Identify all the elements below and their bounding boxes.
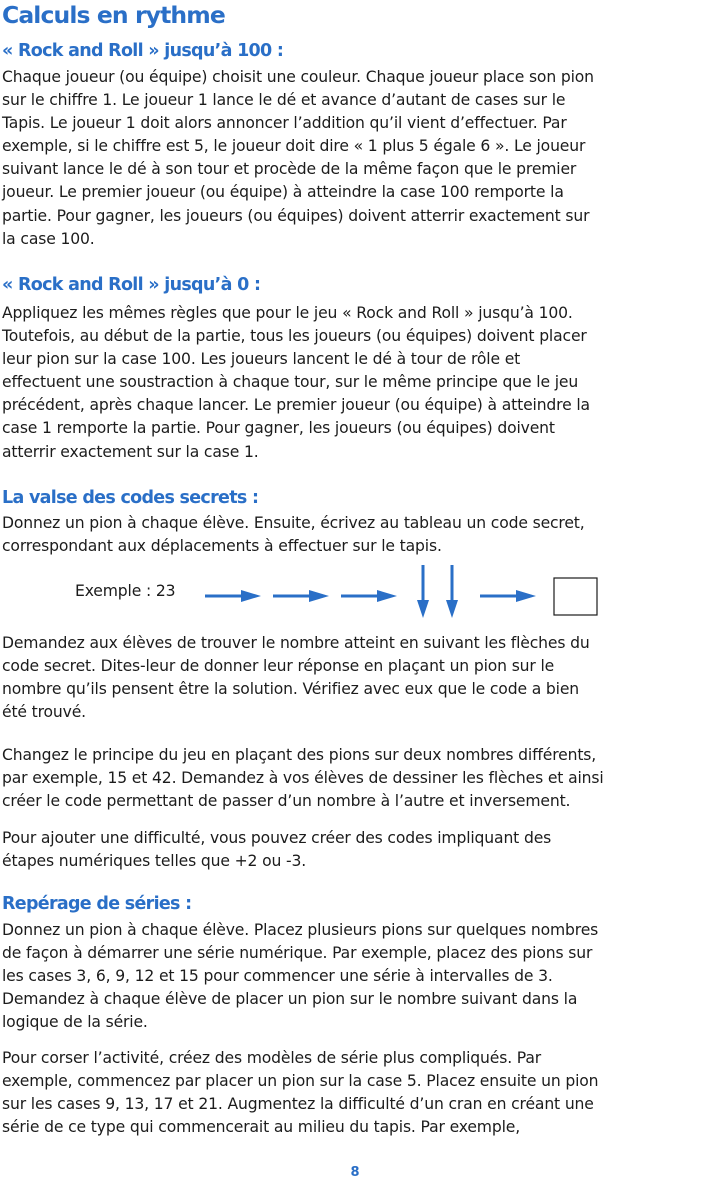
text-line: la case 100. <box>2 229 95 248</box>
text-line: de façon à démarrer une série numérique. Par exemple, placez des pions sur <box>2 944 593 963</box>
text-line: Appliquez les mêmes règles que pour le jeu « Rock and Roll » jusqu’à 100. <box>2 304 573 322</box>
text-line: correspondant aux déplacements à effectuer sur le tapis. <box>2 537 442 556</box>
paragraph-series-2 <box>2 1047 710 1139</box>
text-line: Demandez à chaque élève de placer un pion sur le nombre suivant dans la <box>2 990 578 1009</box>
paragraph-valse-1 <box>2 632 710 724</box>
text-line: case 1 remporte la partie. Pour gagner, les joueurs (ou équipes) doivent <box>2 419 555 438</box>
text-line: Toutefois, au début de la partie, tous les joueurs (ou équipes) doivent placer <box>2 327 587 346</box>
paragraph-series-1 <box>2 919 710 1034</box>
text-line: exemple, commencez par placer un pion sur la case 5. Placez ensuite un pion <box>2 1072 599 1091</box>
text-line: Tapis. Le joueur 1 doit alors annoncer l’addition qu’il vient d’effectuer. Par <box>2 114 567 133</box>
paragraph-valse-intro <box>2 512 710 558</box>
arrow-right-icon <box>273 590 329 602</box>
heading-valse: La valse des codes secrets : <box>2 488 259 508</box>
heading-rock-100: « Rock and Roll » jusqu’à 100 : <box>2 41 284 61</box>
paragraph-valse-3 <box>2 827 710 873</box>
heading-series: Repérage de séries : <box>2 894 192 914</box>
paragraph-rock-100 <box>2 66 710 251</box>
text-line: Pour ajouter une difficulté, vous pouvez créer des codes impliquant des <box>2 829 552 847</box>
page-number: 8 <box>350 1165 360 1180</box>
text-line: leur pion sur la case 100. Les joueurs lancent le dé à tour de rôle et <box>2 350 521 369</box>
text-line: suivant lance le dé à son tour et procède de la même façon que le premier <box>2 160 577 179</box>
text-line: exemple, si le chiffre est 5, le joueur doit dire « 1 plus 5 égale 6 ». Le joueur <box>2 137 586 156</box>
text-line: Donnez un pion à chaque élève. Placez plusieurs pions sur quelques nombres <box>2 921 599 939</box>
text-line: Pour corser l’activité, créez des modèles de série plus compliqués. Par <box>2 1049 542 1067</box>
arrow-right-icon <box>480 590 536 602</box>
text-line: code secret. Dites-leur de donner leur réponse en plaçant un pion sur le <box>2 657 555 676</box>
text-line: effectuent une soustraction à chaque tour, sur le même principe que le jeu <box>2 373 579 392</box>
paragraph-valse-2 <box>2 744 710 813</box>
text-line: logique de la série. <box>2 1013 148 1032</box>
text-line: sur les cases 9, 13, 17 et 21. Augmentez la difficulté d’un cran en créant une <box>2 1095 594 1114</box>
text-line: atterrir exactement sur la case 1. <box>2 442 259 461</box>
example-arrow-code <box>0 560 710 620</box>
example-label: Exemple : 23 <box>75 582 176 600</box>
text-line: Demandez aux élèves de trouver le nombre atteint en suivant les flèches du <box>2 634 590 652</box>
text-line: été trouvé. <box>2 703 86 722</box>
text-line: série de ce type qui commencerait au milieu du tapis. Par exemple, <box>2 1118 521 1137</box>
text-line: par exemple, 15 et 42. Demandez à vos élèves de dessiner les flèches et ainsi <box>2 769 604 788</box>
text-line: joueur. Le premier joueur (ou équipe) à atteindre la case 100 remporte la <box>2 183 564 202</box>
text-line: partie. Pour gagner, les joueurs (ou équipes) doivent atterrir exactement sur <box>2 206 590 225</box>
arrow-right-icon <box>205 590 261 602</box>
text-line: précédent, après chaque lancer. Le premier joueur (ou équipe) à atteindre la <box>2 396 590 415</box>
text-line: étapes numériques telles que +2 ou -3. <box>2 852 307 871</box>
page-title: Calculs en rythme <box>2 1 225 29</box>
arrow-down-icon <box>446 565 458 618</box>
text-line: nombre qu’ils pensent être la solution. Vérifiez avec eux que le code a bien <box>2 680 580 699</box>
answer-box <box>554 578 597 615</box>
text-line: les cases 3, 6, 9, 12 et 15 pour commencer une série à intervalles de 3. <box>2 967 553 986</box>
text-line: Donnez un pion à chaque élève. Ensuite, écrivez au tableau un code secret, <box>2 514 585 532</box>
paragraph-rock-0 <box>2 302 710 464</box>
arrow-down-icon <box>417 565 429 618</box>
text-line: Changez le principe du jeu en plaçant des pions sur deux nombres différents, <box>2 746 597 764</box>
text-line: sur le chiffre 1. Le joueur 1 lance le dé et avance d’autant de cases sur le <box>2 91 566 110</box>
text-line: créer le code permettant de passer d’un nombre à l’autre et inversement. <box>2 792 571 811</box>
arrow-right-icon <box>341 590 397 602</box>
heading-rock-0: « Rock and Roll » jusqu’à 0 : <box>2 275 261 295</box>
text-line: Chaque joueur (ou équipe) choisit une couleur. Chaque joueur place son pion <box>2 68 594 86</box>
